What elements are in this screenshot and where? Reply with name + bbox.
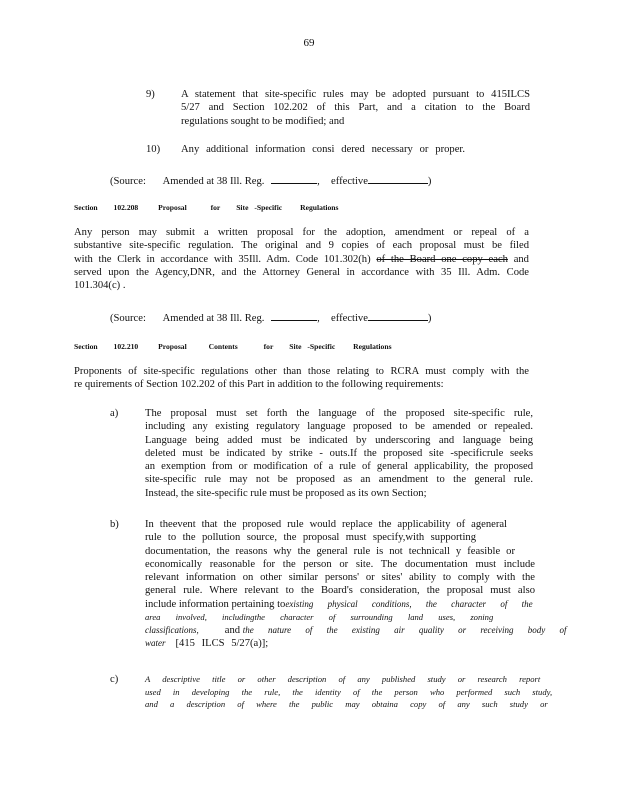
body-text: and bbox=[224, 624, 241, 636]
source-note bbox=[110, 173, 431, 188]
item-b-line: In theevent that the proposed rule would replace the applicability of ageneral bbox=[145, 519, 507, 530]
reg-blank bbox=[271, 310, 317, 321]
reg-blank bbox=[271, 173, 317, 184]
section-title-word: Proposal bbox=[158, 342, 187, 351]
item-10-text bbox=[181, 143, 465, 156]
source-prefix: (Source: bbox=[110, 313, 146, 324]
item-a-text bbox=[145, 407, 533, 500]
item-a-label: a) bbox=[110, 408, 119, 419]
item-9-text bbox=[181, 88, 530, 128]
statutory-italic: water bbox=[145, 637, 166, 648]
body-line: re quirements of Section 102.202 of this Part in addition to the following requirements: bbox=[74, 379, 444, 391]
body-line: Proponents of site-specific regulations other than those relating to RCRA must comply with the bbox=[74, 366, 529, 377]
item-a-line: site-specific rule may not be proposed as an amendment to the general rule. bbox=[145, 474, 533, 486]
item-a-line: The proposal must set forth the language of the proposed site-specific rule, bbox=[145, 408, 533, 419]
body-text: include information pertaining to bbox=[145, 598, 286, 610]
body-line: 101.304(c) . bbox=[74, 280, 126, 292]
item-9-line: regulations sought to be modified; and bbox=[181, 115, 345, 127]
source-comma: , bbox=[317, 176, 320, 187]
section-heading bbox=[74, 340, 392, 353]
section-title-word: Proposal bbox=[158, 203, 187, 212]
effective-blank bbox=[368, 173, 428, 184]
source-close: ) bbox=[427, 313, 432, 324]
effective-blank bbox=[368, 310, 428, 321]
source-amended: Amended at 38 Ill. Reg. bbox=[162, 313, 265, 324]
item-b-line: economically reasonable for the person or site. The documentation must include bbox=[145, 558, 535, 570]
body-line: substantive site-specific regulation. The original and 9 copies of each proposal must be filed bbox=[74, 240, 529, 252]
item-9-number: 9) bbox=[146, 89, 155, 100]
item-a-line: Instead, the site-specific rule must be proposed as its own Section; bbox=[145, 487, 427, 499]
item-b-line: rule to the pollution source, the proposal must specify,with supporting bbox=[145, 532, 476, 544]
section-210-body bbox=[74, 365, 529, 392]
item-c-line: A descriptive title or other description of any published study or research report bbox=[145, 674, 541, 684]
item-b-line: relevant information on other similar persons' or sites' ability to comply with the bbox=[145, 572, 535, 584]
source-effective: effective bbox=[331, 176, 368, 187]
source-close: ) bbox=[427, 176, 432, 187]
section-title-word: Contents bbox=[208, 342, 238, 351]
source-amended: Amended at 38 Ill. Reg. bbox=[162, 176, 265, 187]
item-a-line: deleted must be indicated by strike - outs.If the proposed site -specificrule seeks bbox=[145, 447, 533, 459]
section-heading bbox=[74, 201, 339, 214]
source-prefix: (Source: bbox=[110, 176, 146, 187]
body-line: served upon the Agency,DNR, and the Attorney General in accordance with 35 Ill. Adm. Code bbox=[74, 266, 529, 278]
item-a-line: an exemption from or modification of a rule of general applicability, the proposed bbox=[145, 461, 533, 473]
source-effective: effective bbox=[331, 313, 368, 324]
item-10-number: 10) bbox=[146, 144, 161, 155]
statutory-italic: the nature of the existing air quality or receiving body of bbox=[242, 624, 567, 635]
section-title-word: Site bbox=[236, 203, 249, 212]
citation: [415 ILCS 5/27(a)]; bbox=[175, 637, 269, 649]
section-number: 102.208 bbox=[113, 203, 139, 212]
section-title-word: -Specific bbox=[254, 203, 283, 212]
item-9-line: A statement that site-specific rules may be adopted pursuant to 415ILCS bbox=[181, 89, 530, 100]
section-208-body bbox=[74, 226, 529, 292]
section-title-word: Regulations bbox=[300, 203, 339, 212]
section-title-word: for bbox=[263, 342, 274, 351]
item-b-line bbox=[145, 637, 535, 650]
item-c-label: c) bbox=[110, 674, 119, 685]
section-title-word: -Specific bbox=[307, 342, 336, 351]
item-a-line: including any existing regulatory language proposed to be amended or repealed. bbox=[145, 421, 533, 433]
statutory-italic: existing physical conditions, the character of the bbox=[285, 598, 533, 609]
section-word: Section bbox=[74, 342, 98, 351]
body-text: and bbox=[513, 253, 529, 265]
section-number: 102.210 bbox=[113, 342, 139, 351]
source-comma: , bbox=[317, 313, 320, 324]
section-word: Section bbox=[74, 203, 98, 212]
statutory-italic: classifications, bbox=[145, 624, 199, 635]
section-title-word: Regulations bbox=[353, 342, 392, 351]
body-text: with the Clerk in accordance with 35Ill. Adm. Code 101.302(h) bbox=[74, 253, 371, 265]
statutory-italic: area involved, includingthe character of surrounding land uses, zoning bbox=[145, 612, 494, 623]
item-b-text bbox=[145, 518, 567, 650]
item-b-line: general rule. Where relevant to the Board's consideration, the proposal must also bbox=[145, 585, 535, 597]
struck-text: of the Board one copy each bbox=[376, 253, 508, 265]
source-note bbox=[110, 310, 431, 325]
item-b-label: b) bbox=[110, 519, 119, 530]
item-c-text bbox=[145, 673, 553, 711]
item-c-line: used in developing the rule, the identity of the person who performed such study, bbox=[145, 686, 553, 697]
item-b-line bbox=[145, 624, 567, 637]
item-9-line: 5/27 and Section 102.202 of this Part, and a citation to the Board bbox=[181, 102, 530, 114]
item-10-line: Any additional information consi dered necessary or proper. bbox=[181, 144, 465, 155]
item-b-line bbox=[145, 598, 535, 611]
page-number: 69 bbox=[303, 37, 315, 49]
item-c-line: and a description of where the public may obtaina copy of any such study or bbox=[145, 699, 548, 710]
item-b-line: documentation, the reasons why the general rule is not technicall y feasible or bbox=[145, 545, 515, 557]
section-title-word: for bbox=[210, 203, 221, 212]
body-line bbox=[74, 253, 529, 266]
item-a-line: Language being added must be indicated by underscoring and language being bbox=[145, 434, 533, 446]
body-line: Any person may submit a written proposal for the adoption, amendment or repeal of a bbox=[74, 227, 529, 238]
section-title-word: Site bbox=[289, 342, 302, 351]
